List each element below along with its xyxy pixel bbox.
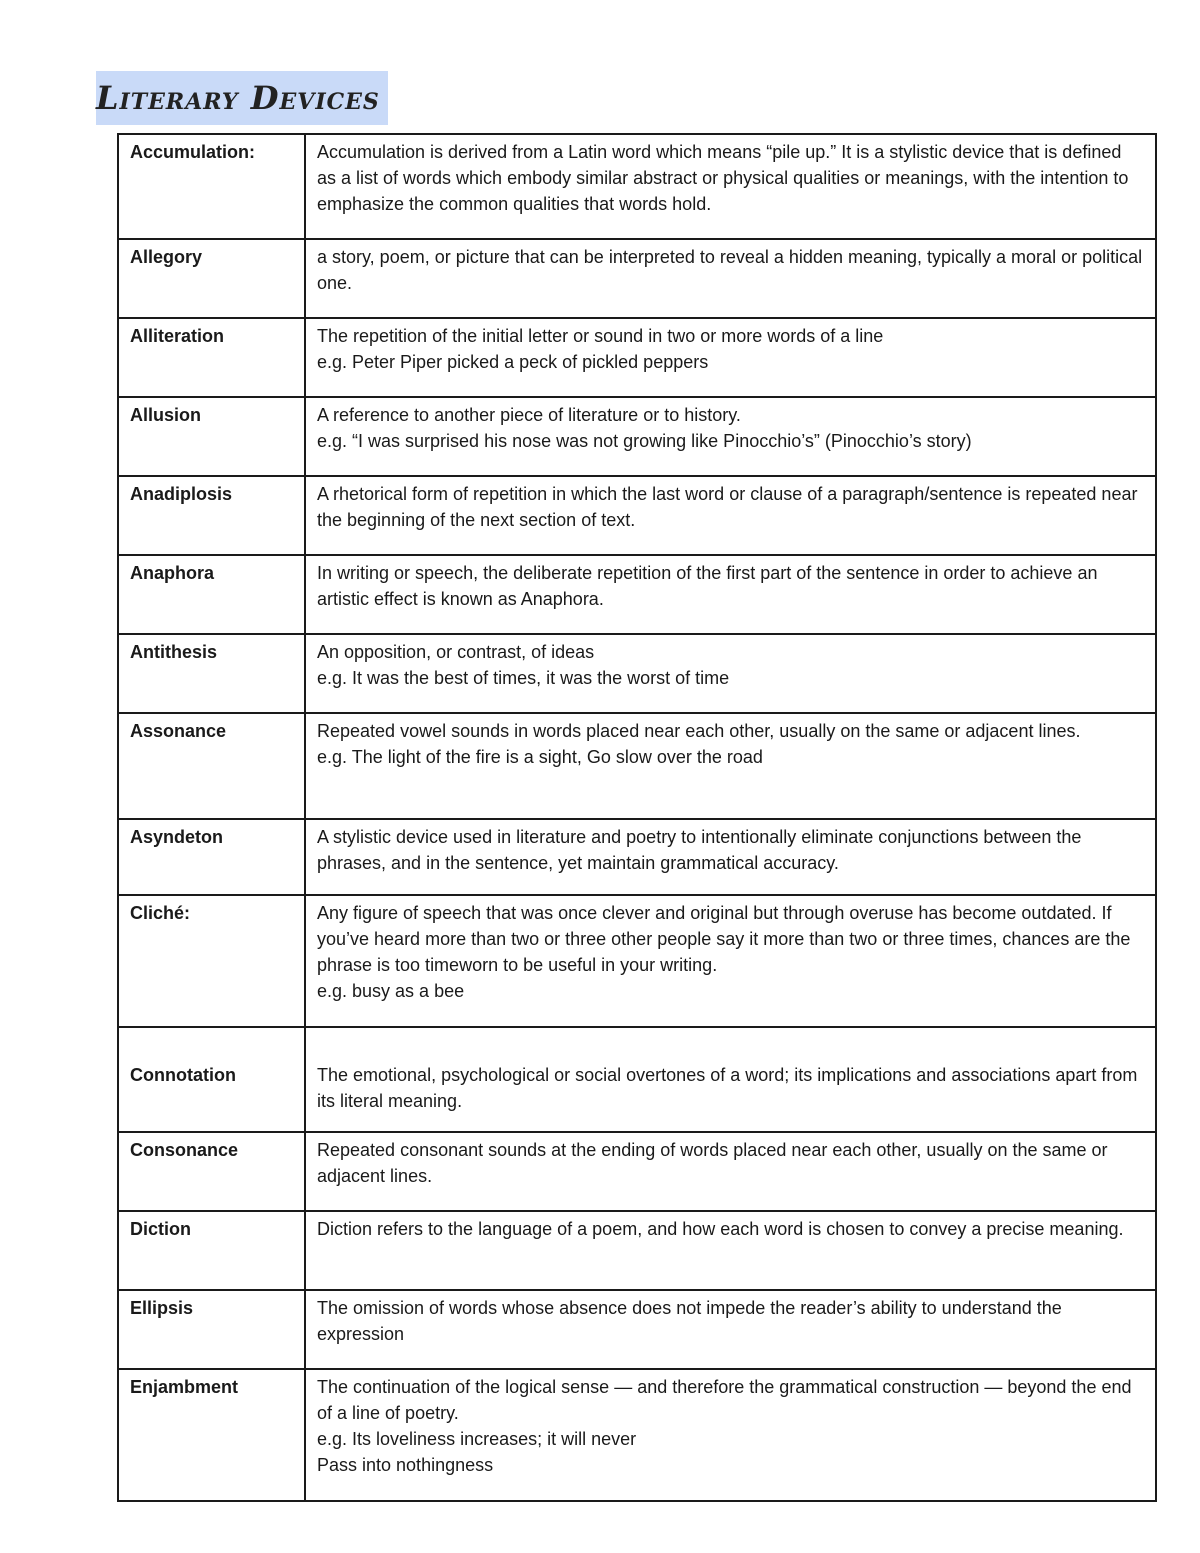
table-row <box>118 1027 1156 1132</box>
term-cell: Alliteration <box>118 318 305 397</box>
table-row <box>118 476 1156 555</box>
term-cell: Anadiplosis <box>118 476 305 555</box>
table-row <box>118 713 1156 819</box>
table-row <box>118 239 1156 318</box>
definition-cell: An opposition, or contrast, of ideas e.g. It was the best of times, it was the worst of time <box>305 634 1156 713</box>
table-row <box>118 1369 1156 1501</box>
table-row <box>118 819 1156 895</box>
table-row <box>118 555 1156 634</box>
term-cell: Assonance <box>118 713 305 819</box>
term-cell: Enjambment <box>118 1369 305 1501</box>
definition-cell: In writing or speech, the deliberate repetition of the first part of the sentence in order to achieve an artistic effect is known as Anaphora. <box>305 555 1156 634</box>
literary-devices-table <box>117 133 1157 1502</box>
term-cell: Allegory <box>118 239 305 318</box>
definition-cell: A rhetorical form of repetition in which the last word or clause of a paragraph/sentence is repeated near the beginning of the next section of text. <box>305 476 1156 555</box>
term-cell: Consonance <box>118 1132 305 1211</box>
term-cell: Accumulation: <box>118 134 305 239</box>
definition-cell: Repeated consonant sounds at the ending of words placed near each other, usually on the same or adjacent lines. <box>305 1132 1156 1211</box>
term-cell: Anaphora <box>118 555 305 634</box>
title-highlight <box>96 71 388 125</box>
definition-cell: The emotional, psychological or social overtones of a word; its implications and associations apart from its literal meaning. <box>305 1027 1156 1132</box>
definition-cell: Repeated vowel sounds in words placed near each other, usually on the same or adjacent lines. e.g. The light of the fire is a sight, Go slow over the road <box>305 713 1156 819</box>
definition-cell: The repetition of the initial letter or sound in two or more words of a line e.g. Peter Piper picked a peck of pickled peppers <box>305 318 1156 397</box>
term-cell: Cliché: <box>118 895 305 1027</box>
term-cell: Ellipsis <box>118 1290 305 1369</box>
table-row <box>118 318 1156 397</box>
table-row <box>118 1132 1156 1211</box>
term-cell: Allusion <box>118 397 305 476</box>
definition-cell: Any figure of speech that was once clever and original but through overuse has become outdated. If you’ve heard more than two or three other people say it more than two or three times, chances are the phrase is too timeworn to be useful in your writing. e.g. busy as a bee <box>305 895 1156 1027</box>
definition-cell: A reference to another piece of literature or to history. e.g. “I was surprised his nose was not growing like Pinocchio’s” (Pinocchio’s story) <box>305 397 1156 476</box>
table-row <box>118 397 1156 476</box>
page-title: Literary Devices <box>96 79 380 117</box>
definition-cell: a story, poem, or picture that can be interpreted to reveal a hidden meaning, typically a moral or political one. <box>305 239 1156 318</box>
term-cell: Connotation <box>118 1027 305 1132</box>
term-cell: Antithesis <box>118 634 305 713</box>
term-cell: Asyndeton <box>118 819 305 895</box>
definition-cell: A stylistic device used in literature and poetry to intentionally eliminate conjunctions between the phrases, and in the sentence, yet maintain grammatical accuracy. <box>305 819 1156 895</box>
table-row <box>118 1290 1156 1369</box>
table-row <box>118 1211 1156 1290</box>
definition-cell: Accumulation is derived from a Latin word which means “pile up.” It is a stylistic device that is defined as a list of words which embody similar abstract or physical qualities or meanings, with the intention to emphasize the common qualities that words hold. <box>305 134 1156 239</box>
term-cell: Diction <box>118 1211 305 1290</box>
table-row <box>118 895 1156 1027</box>
table-row <box>118 134 1156 239</box>
definition-cell: Diction refers to the language of a poem, and how each word is chosen to convey a precise meaning. <box>305 1211 1156 1290</box>
definition-cell: The continuation of the logical sense — and therefore the grammatical construction — beyond the end of a line of poetry. e.g. Its loveliness increases; it will never Pass into nothingness <box>305 1369 1156 1501</box>
table-row <box>118 634 1156 713</box>
definition-cell: The omission of words whose absence does not impede the reader’s ability to understand the expression <box>305 1290 1156 1369</box>
